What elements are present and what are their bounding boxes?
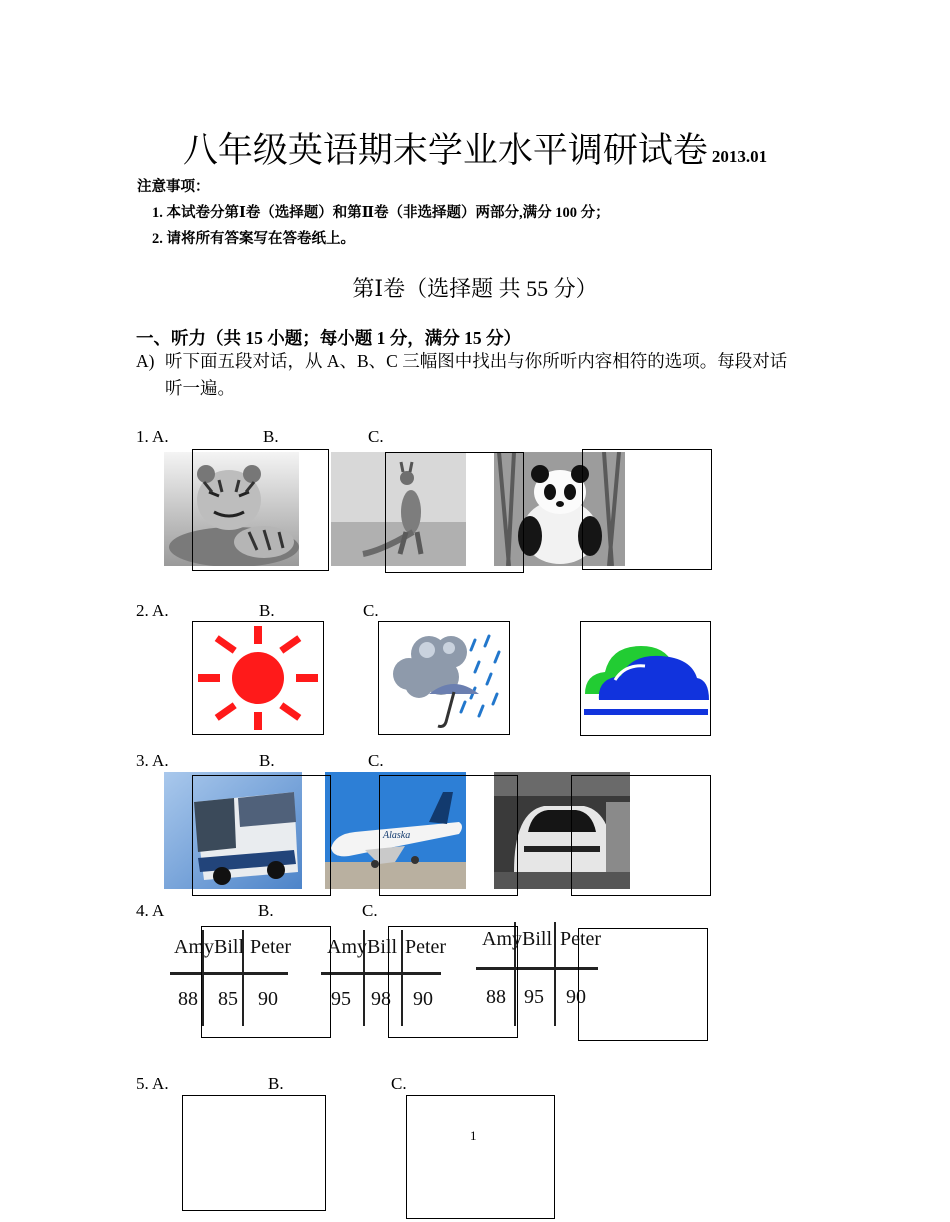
- score-a-amy: 88: [178, 988, 198, 1010]
- instruction-label: A): [136, 351, 155, 371]
- name-peter: Peter: [250, 936, 292, 958]
- q2-label: 2. A.: [136, 601, 169, 620]
- q5-option-b-label: B.: [268, 1074, 284, 1093]
- q1-option-c-label: C.: [368, 427, 384, 446]
- name-bill: Bill: [522, 928, 553, 950]
- q4-option-b-label: B.: [258, 901, 274, 920]
- svg-text:Alaska: Alaska: [383, 830, 411, 841]
- name-bill: Bill: [367, 936, 398, 958]
- q4-option-c-label: C.: [362, 901, 378, 920]
- exam-title: [0, 128, 950, 180]
- name-bill: Bill: [214, 936, 245, 958]
- name-peter: Peter: [560, 928, 602, 950]
- q5-option-c-label: C.: [391, 1074, 407, 1093]
- q5-answer-box-b: [406, 1095, 555, 1219]
- q2-option-c-label: C.: [363, 601, 379, 620]
- cloudy-icon: [581, 622, 710, 735]
- notes-heading: 注意事项：: [137, 179, 210, 195]
- q3-answer-box-a: [192, 775, 331, 896]
- q4-answer-box-a: [201, 926, 331, 1038]
- q2-option-b-label: B.: [259, 601, 275, 620]
- instruction-line-1: 听下面五段对话，从 A、B、C 三幅图中找出与你所听内容相符的选项。每段对话: [165, 351, 788, 371]
- q1-answer-box-b: [385, 452, 524, 573]
- score-b-peter: 90: [413, 988, 433, 1010]
- score-c-peter: 90: [566, 986, 586, 1008]
- q3-answer-box-c: [571, 775, 711, 896]
- q5-label: 5. A.: [136, 1074, 169, 1093]
- section-title: 第Ⅰ卷（选择题 共 55 分）: [352, 276, 598, 301]
- score-b-bill: 98: [371, 988, 391, 1010]
- q1-label: 1. A.: [136, 427, 169, 446]
- name-amy: Amy: [327, 936, 367, 958]
- q3-label: 3. A.: [136, 751, 169, 770]
- name-amy: Amy: [174, 936, 214, 958]
- score-a-bill: 85: [218, 988, 238, 1010]
- rain-cloud-icon: [379, 622, 509, 734]
- notes-item-1: 1. 本试卷分第Ⅰ卷（选择题）和第Ⅱ卷（非选择题）两部分,满分 100 分；: [152, 205, 610, 221]
- q5-answer-box-a: [182, 1095, 326, 1211]
- score-c-bill: 95: [524, 986, 544, 1008]
- sun-icon: [193, 622, 323, 734]
- name-amy: Amy: [482, 928, 522, 950]
- q2-answer-box-c: [580, 621, 711, 736]
- exam-year: 2013.01: [711, 147, 768, 166]
- q3-option-c-label: C.: [368, 751, 384, 770]
- q2-answer-box-a: [192, 621, 324, 735]
- exam-title-main: 八年级英语期末学业水平调研试卷: [182, 131, 708, 171]
- q2-answer-box-b: [378, 621, 510, 735]
- score-c-amy: 88: [486, 986, 506, 1008]
- q1-option-b-label: B.: [263, 427, 279, 446]
- instruction-line-2: 听一遍。: [165, 378, 235, 398]
- name-peter: Peter: [405, 936, 447, 958]
- q3-answer-box-b: [379, 775, 518, 896]
- score-b-amy: 95: [331, 988, 351, 1010]
- q4-label: 4. A: [136, 901, 165, 920]
- q4-answer-box-b: [388, 926, 518, 1038]
- notes-item-2: 2. 请将所有答案写在答卷纸上。: [152, 231, 355, 247]
- score-a-peter: 90: [258, 988, 278, 1010]
- listening-heading: 一、听力（共 15 小题；每小题 1 分，满分 15 分）: [136, 328, 521, 348]
- q4-answer-box-c: [578, 928, 708, 1041]
- page-number: 1: [470, 1128, 477, 1143]
- q1-answer-box-c: [582, 449, 712, 570]
- q3-option-b-label: B.: [259, 751, 275, 770]
- q1-answer-box-a: [192, 449, 329, 571]
